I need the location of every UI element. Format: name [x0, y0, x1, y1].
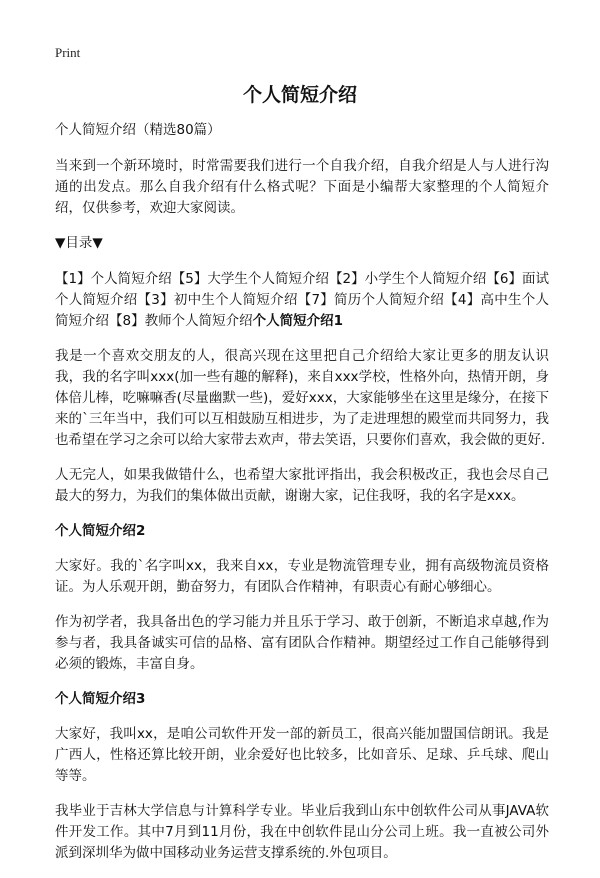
- page-title: 个人简短介绍: [242, 84, 357, 106]
- section-1-paragraph-1: 我是一个喜欢交朋友的人，很高兴现在这里把自己介绍给大家让更多的朋友认识我，我的名字叫xxx(加一些有趣的解释)，来自xxx学校，性格外向，热情开朗，身体倍儿棒，吃嘛嘛香(尽量幽默一些)，爱好xxx，大家能够坐在这里是缘分，在接下来的`三年当中，我们可以互相鼓励互相进步，为了走进理想的殿堂而共同努力，我也希望在学习之余可以给大家带去欢声，带去笑语，只要你们喜欢，我会做的更好.: [55, 348, 549, 448]
- section-2-paragraph-2: 作为初学者，我具备出色的学习能力并且乐于学习、敢于创新，不断追求卓越,作为参与者，我具备诚实可信的品格、富有团队合作精神。期望经过工作自己能够得到必须的锻炼，丰富自身。: [55, 614, 549, 672]
- section-3-heading: 个人简短介绍3: [55, 691, 146, 707]
- section-1-heading: 个人简短介绍1: [252, 313, 343, 329]
- article-subtitle: 个人简短介绍（精选80篇）: [55, 122, 221, 138]
- section-3-paragraph-2: 我毕业于吉林大学信息与计算科学专业。毕业后我到山东中创软件公司从事JAVA软件开发工作。其中7月到11月份，我在中创软件昆山分公司上班。我一直被公司外派到深圳华为做中国移动业务运营支撑系统的.外包项目。: [55, 803, 549, 861]
- article-body: [55, 120, 549, 878]
- section-1-paragraph-2: 人无完人，如果我做错什么，也希望大家批评指出，我会积极改正，我也会尽自己最大的努力，为我们的集体做出贡献，谢谢大家，记住我呀，我的名字是xxx。: [55, 467, 549, 504]
- section-2-heading: 个人简短介绍2: [55, 523, 146, 539]
- toc-title: ▼目录▼: [55, 235, 103, 251]
- toc-entries: [55, 269, 549, 332]
- section-2-paragraph-1: 大家好。我的`名字叫xx，我来自xx，专业是物流管理专业，拥有高级物流员资格证。为人乐观开朗，勤奋努力，有团队合作精神，有职责心有耐心够细心。: [55, 558, 549, 595]
- intro-paragraph: 当来到一个新环境时，时常需要我们进行一个自我介绍，自我介绍是人与人进行沟通的出发点。那么自我介绍有什么格式呢？下面是小编帮大家整理的个人简短介绍，仅供参考，欢迎大家阅读。: [55, 158, 549, 216]
- print-link[interactable]: Print: [55, 45, 81, 60]
- section-3-paragraph-1: 大家好，我叫xx，是咱公司软件开发一部的新员工，很高兴能加盟国信朗讯。我是广西人，性格还算比较开朗，业余爱好也比较多，比如音乐、足球、乒乓球、爬山等等。: [55, 726, 549, 784]
- toc-links[interactable]: 【1】个人简短介绍【5】大学生个人简短介绍【2】小学生个人简短介绍【6】面试个人简短介绍【3】初中生个人简短介绍【7】简历个人简短介绍【4】高中生个人简短介绍【8】教师个人简短介绍: [55, 271, 549, 329]
